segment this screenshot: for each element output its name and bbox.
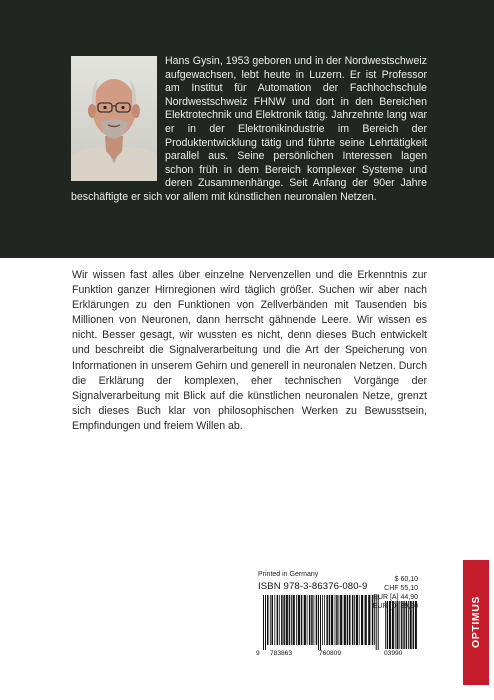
publisher-logo-text: OPTIMUS bbox=[470, 595, 482, 649]
barcode-digits-addon: 03990 bbox=[384, 650, 403, 657]
isbn-text: ISBN 978-3-86376-080-9 bbox=[258, 581, 368, 592]
author-bio-text: Hans Gysin, 1953 geboren und in der Nordwestschweiz aufgewachsen, lebt heute in Luzern. Er ist Professor am Institut für Automation der Fachhochschule Nordwestschweiz FHNW und dort in den Bereichen Elektrotechnik und Elektronik tätig. Jahrzehnte lang war er in der Elektronikindustrie im Bereich der Produktentwicklung tätig und führte seine Lehrtätigkeit parallel aus. Seine persönlichen Interessen lagen schon früh in dem Bereich komplexer Systeme und deren Zusammenhänge. Seit Anfang der 90er Jahre beschäftigte er sich vor allem mit künstlichen neuronalen Netzen. bbox=[71, 55, 427, 203]
photo-space bbox=[71, 55, 165, 181]
author-section bbox=[0, 0, 494, 258]
price-chf: CHF 55,10 bbox=[384, 585, 418, 592]
price-usd: $ 60,10 bbox=[394, 576, 418, 583]
barcode-digits-left: 783863 bbox=[270, 650, 293, 657]
printed-in-label: Printed in Germany bbox=[258, 571, 319, 578]
price-list bbox=[358, 575, 418, 611]
price-eur-d: EUR [D] 39,90 bbox=[372, 603, 418, 610]
book-description: Wir wissen fast alles über einzelne Nervenzellen und die Erkenntnis zur Funktion ganzer Hirnregionen wird täglich größer. Suchen wir aber nach Erklärungen zu den Funktionen von Zellverbänden mit Tausenden bis Millionen von Neuronen, dann herrscht gähnende Leere. Wir wissen es nicht. Besser gesagt, wir wussten es nicht, denn dieses Buch entwickelt und beschreibt die Signalverarbeitung und die Art der Speicherung von Informationen in unserem Gehirn und generell in neuronalen Netzen. Durch die Erklärung der komplexen, eher technischen Vorgänge der Signalverarbeitung mit Blick auf die künstlichen neuronalen Netze, grenzt sich dieses Buch klar von philosophischen Werken zu Bewusstsein, Empfindungen und freiem Willen ab. bbox=[72, 269, 427, 432]
barcode-digit-first: 9 bbox=[256, 650, 260, 657]
author-bio bbox=[71, 55, 427, 205]
barcode-digits-right: 760809 bbox=[319, 650, 342, 657]
publisher-logo bbox=[463, 560, 489, 685]
price-eur-a: EUR [A] 44,90 bbox=[373, 594, 418, 601]
